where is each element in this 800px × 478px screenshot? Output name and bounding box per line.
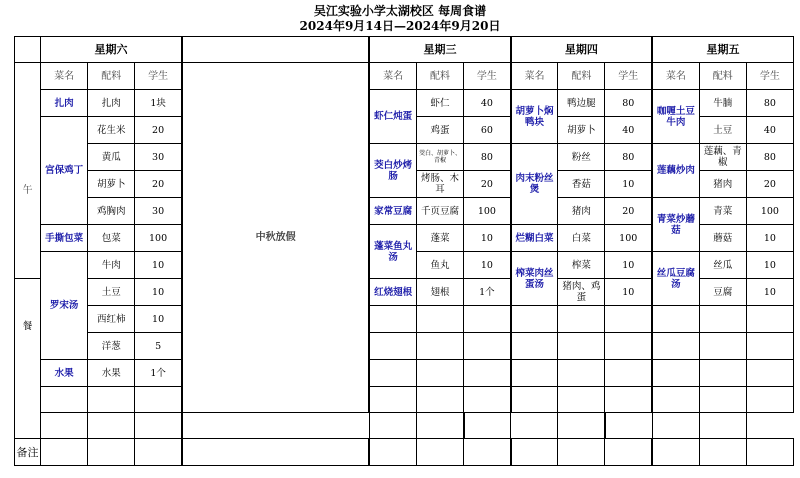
empty-cell	[746, 333, 793, 360]
student-qty-cell: 40	[746, 117, 793, 144]
ingredient-cell: 土豆	[699, 117, 746, 144]
empty-cell	[652, 333, 699, 360]
empty-cell	[88, 387, 135, 413]
menu-title: 吴江实验小学太湖校区 每周食谱	[313, 4, 487, 18]
notes-label: 备注	[15, 439, 41, 466]
empty-cell	[416, 333, 463, 360]
student-qty-cell: 80	[605, 144, 652, 171]
empty-cell	[652, 306, 699, 333]
ingredient-cell: 白菜	[558, 225, 605, 252]
empty-cell	[746, 387, 793, 413]
student-qty-cell: 10	[605, 279, 652, 306]
notes-cell	[511, 439, 558, 466]
empty-cell	[135, 387, 182, 413]
lunch-label-wu: 午	[15, 63, 41, 279]
col-header-dish: 菜名	[652, 63, 699, 90]
day-header-wednesday: 星期三	[369, 37, 510, 63]
notes-cell	[369, 439, 416, 466]
student-qty-cell: 100	[464, 198, 511, 225]
empty-cell	[558, 413, 605, 439]
dish-name: 咖喱土豆牛肉	[652, 90, 699, 144]
notes-cell	[135, 439, 182, 466]
corner-cell	[15, 37, 41, 63]
notes-cell	[558, 439, 605, 466]
empty-cell	[182, 413, 369, 439]
student-qty-cell: 10	[605, 171, 652, 198]
student-qty-cell: 40	[464, 90, 511, 117]
dish-name: 罗宋汤	[41, 252, 88, 360]
empty-cell	[605, 360, 652, 387]
empty-cell	[464, 413, 511, 439]
empty-cell	[369, 387, 416, 413]
student-qty-cell: 10	[746, 252, 793, 279]
empty-cell	[511, 360, 558, 387]
col-header-ingredient: 配料	[558, 63, 605, 90]
ingredient-cell: 洋葱	[88, 333, 135, 360]
ingredient-cell: 千页豆腐	[416, 198, 463, 225]
empty-cell	[416, 387, 463, 413]
empty-cell	[605, 413, 652, 439]
empty-cell	[369, 333, 416, 360]
col-header-student: 学生	[464, 63, 511, 90]
empty-cell	[558, 387, 605, 413]
empty-cell	[652, 387, 699, 413]
dish-name: 茭白炒烤肠	[369, 144, 416, 198]
weekly-menu-table	[14, 36, 794, 466]
empty-cell	[746, 306, 793, 333]
dish-name: 家常豆腐	[369, 198, 416, 225]
col-header-dish: 菜名	[369, 63, 416, 90]
empty-cell	[652, 413, 699, 439]
dish-name: 胡萝卜焖鸭块	[511, 90, 558, 144]
empty-cell	[699, 306, 746, 333]
ingredient-cell: 水果	[88, 360, 135, 387]
empty-cell	[699, 360, 746, 387]
col-header-ingredient: 配料	[699, 63, 746, 90]
ingredient-cell: 茭白、胡萝卜、青椒	[416, 144, 463, 171]
ingredient-cell: 丝瓜	[699, 252, 746, 279]
empty-cell	[416, 360, 463, 387]
empty-cell	[699, 333, 746, 360]
ingredient-cell: 鱼丸	[416, 252, 463, 279]
student-qty-cell: 100	[746, 198, 793, 225]
ingredient-cell: 黄瓜	[88, 144, 135, 171]
dish-name: 青菜炒蘑菇	[652, 198, 699, 252]
ingredient-cell: 包菜	[88, 225, 135, 252]
notes-cell	[605, 439, 652, 466]
student-qty-cell: 10	[135, 306, 182, 333]
notes-cell	[746, 439, 793, 466]
dish-name: 虾仁炖蛋	[369, 90, 416, 144]
student-qty-cell: 10	[746, 279, 793, 306]
dish-name: 宫保鸡丁	[41, 117, 88, 225]
dish-name: 水果	[41, 360, 88, 387]
student-qty-cell: 30	[135, 198, 182, 225]
student-qty-cell: 10	[746, 225, 793, 252]
holiday-header-cell	[182, 37, 369, 63]
empty-cell	[41, 413, 88, 439]
notes-cell	[652, 439, 699, 466]
ingredient-cell: 猪肉	[699, 171, 746, 198]
student-qty-cell: 20	[746, 171, 793, 198]
empty-cell	[464, 360, 511, 387]
student-qty-cell: 10	[135, 279, 182, 306]
col-header-ingredient: 配料	[416, 63, 463, 90]
col-header-dish: 菜名	[41, 63, 88, 90]
ingredient-cell: 猪肉、鸡蛋	[558, 279, 605, 306]
empty-cell	[605, 387, 652, 413]
empty-cell	[369, 306, 416, 333]
student-qty-cell: 100	[605, 225, 652, 252]
ingredient-cell: 花生米	[88, 117, 135, 144]
day-header-thursday: 星期四	[511, 37, 652, 63]
empty-cell	[135, 413, 182, 439]
notes-cell	[41, 439, 88, 466]
empty-cell	[464, 333, 511, 360]
ingredient-cell: 莲藕、青椒	[699, 144, 746, 171]
ingredient-cell: 豆腐	[699, 279, 746, 306]
student-qty-cell: 30	[135, 144, 182, 171]
notes-cell	[699, 439, 746, 466]
student-qty-cell: 80	[605, 90, 652, 117]
dish-name: 丝瓜豆腐汤	[652, 252, 699, 306]
empty-cell	[558, 306, 605, 333]
notes-cell	[182, 439, 369, 466]
dish-name: 手撕包菜	[41, 225, 88, 252]
student-qty-cell: 1块	[135, 90, 182, 117]
ingredient-cell: 鸡蛋	[416, 117, 463, 144]
ingredient-cell: 鸭边腿	[558, 90, 605, 117]
empty-cell	[369, 413, 416, 439]
col-header-dish: 菜名	[511, 63, 558, 90]
empty-cell	[746, 360, 793, 387]
empty-cell	[699, 387, 746, 413]
empty-cell	[699, 413, 746, 439]
empty-cell	[558, 333, 605, 360]
student-qty-cell: 10	[464, 225, 511, 252]
empty-cell	[511, 306, 558, 333]
student-qty-cell: 80	[464, 144, 511, 171]
ingredient-cell: 榨菜	[558, 252, 605, 279]
ingredient-cell: 胡萝卜	[558, 117, 605, 144]
notes-cell	[416, 439, 463, 466]
dish-name: 烂糊白菜	[511, 225, 558, 252]
ingredient-cell: 西红柿	[88, 306, 135, 333]
dish-name: 榨菜肉丝蛋汤	[511, 252, 558, 306]
dish-name: 蓬菜鱼丸汤	[369, 225, 416, 279]
dish-name: 扎肉	[41, 90, 88, 117]
col-header-ingredient: 配料	[88, 63, 135, 90]
col-header-student: 学生	[135, 63, 182, 90]
col-header-student: 学生	[746, 63, 793, 90]
lunch-label-can: 餐	[15, 279, 41, 439]
ingredient-cell: 扎肉	[88, 90, 135, 117]
empty-cell	[464, 306, 511, 333]
student-qty-cell: 1个	[135, 360, 182, 387]
ingredient-cell: 青菜	[699, 198, 746, 225]
notes-cell	[88, 439, 135, 466]
empty-cell	[88, 413, 135, 439]
col-header-student: 学生	[605, 63, 652, 90]
student-qty-cell: 40	[605, 117, 652, 144]
day-header-saturday: 星期六	[41, 37, 182, 63]
menu-date-range: 2024年9月14日—2024年9月20日	[299, 19, 501, 33]
notes-cell	[464, 439, 511, 466]
dish-name: 红烧翅根	[369, 279, 416, 306]
student-qty-cell: 20	[135, 117, 182, 144]
ingredient-cell: 蘑菇	[699, 225, 746, 252]
student-qty-cell: 100	[135, 225, 182, 252]
ingredient-cell: 翅根	[416, 279, 463, 306]
student-qty-cell: 10	[464, 252, 511, 279]
empty-cell	[464, 387, 511, 413]
ingredient-cell: 香菇	[558, 171, 605, 198]
ingredient-cell: 猪肉	[558, 198, 605, 225]
ingredient-cell: 牛肉	[88, 252, 135, 279]
student-qty-cell: 20	[605, 198, 652, 225]
student-qty-cell: 80	[746, 144, 793, 171]
ingredient-cell: 胡萝卜	[88, 171, 135, 198]
student-qty-cell: 80	[746, 90, 793, 117]
ingredient-cell: 烤肠、木耳	[416, 171, 463, 198]
empty-cell	[41, 387, 88, 413]
empty-cell	[369, 360, 416, 387]
empty-cell	[416, 413, 463, 439]
ingredient-cell: 粉丝	[558, 144, 605, 171]
student-qty-cell: 20	[464, 171, 511, 198]
student-qty-cell: 5	[135, 333, 182, 360]
empty-cell	[416, 306, 463, 333]
student-qty-cell: 10	[135, 252, 182, 279]
ingredient-cell: 虾仁	[416, 90, 463, 117]
ingredient-cell: 鸡胸肉	[88, 198, 135, 225]
dish-name: 莲藕炒肉	[652, 144, 699, 198]
student-qty-cell: 60	[464, 117, 511, 144]
empty-cell	[511, 387, 558, 413]
ingredient-cell: 土豆	[88, 279, 135, 306]
dish-name: 肉末粉丝煲	[511, 144, 558, 225]
ingredient-cell: 牛腩	[699, 90, 746, 117]
student-qty-cell: 20	[135, 171, 182, 198]
empty-cell	[511, 413, 558, 439]
ingredient-cell: 蓬菜	[416, 225, 463, 252]
empty-cell	[605, 306, 652, 333]
day-header-friday: 星期五	[652, 37, 793, 63]
student-qty-cell: 10	[605, 252, 652, 279]
empty-cell	[558, 360, 605, 387]
empty-cell	[652, 360, 699, 387]
holiday-notice: 中秋放假	[182, 63, 369, 413]
empty-cell	[511, 333, 558, 360]
student-qty-cell: 1个	[464, 279, 511, 306]
empty-cell	[605, 333, 652, 360]
